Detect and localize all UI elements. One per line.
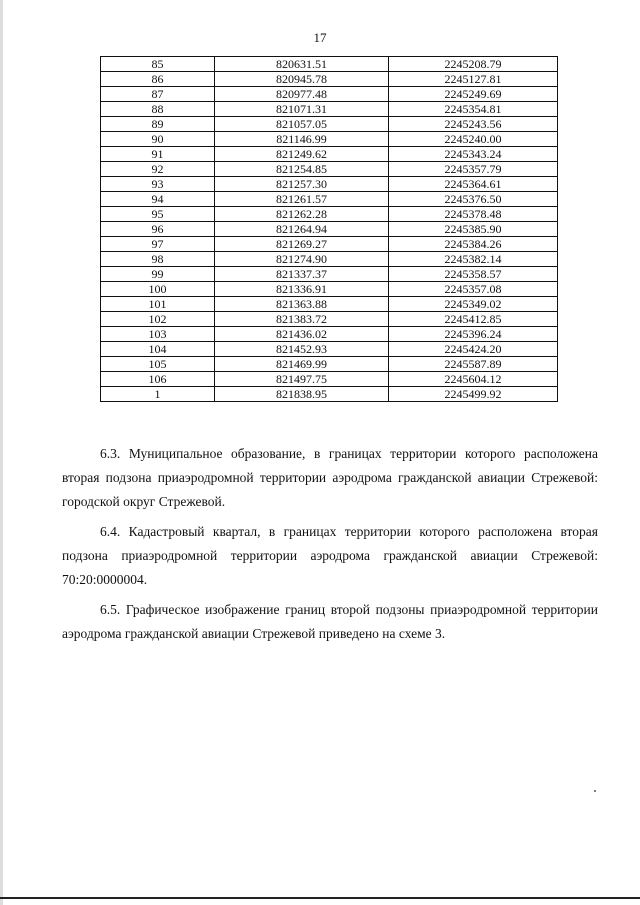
y-coordinate-cell: 2245424.20 (389, 342, 558, 357)
scan-edge-bottom (0, 897, 640, 899)
table-row (101, 342, 558, 357)
paragraph-6-5-text: 6.5. Графическое изображение границ второй подзоны приаэродромной территории аэродрома гражданской авиации Стрежевой приведено на схеме 3. (62, 602, 598, 641)
point-number-cell: 105 (101, 357, 215, 372)
y-coordinate-cell: 2245396.24 (389, 327, 558, 342)
point-number-cell: 97 (101, 237, 215, 252)
point-number-cell: 104 (101, 342, 215, 357)
x-coordinate-cell: 821264.94 (215, 222, 389, 237)
table-row (101, 282, 558, 297)
point-number-cell: 101 (101, 297, 215, 312)
coordinates-table-body (101, 57, 558, 402)
x-coordinate-cell: 821262.28 (215, 207, 389, 222)
y-coordinate-cell: 2245384.26 (389, 237, 558, 252)
paragraph-6-5 (62, 598, 598, 646)
y-coordinate-cell: 2245243.56 (389, 117, 558, 132)
x-coordinate-cell: 821261.57 (215, 192, 389, 207)
x-coordinate-cell: 821146.99 (215, 132, 389, 147)
x-coordinate-cell: 821469.99 (215, 357, 389, 372)
x-coordinate-cell: 821274.90 (215, 252, 389, 267)
x-coordinate-cell: 821249.62 (215, 147, 389, 162)
point-number-cell: 90 (101, 132, 215, 147)
y-coordinate-cell: 2245208.79 (389, 57, 558, 72)
point-number-cell: 102 (101, 312, 215, 327)
point-number-cell: 86 (101, 72, 215, 87)
point-number-cell: 95 (101, 207, 215, 222)
table-row (101, 57, 558, 72)
y-coordinate-cell: 2245358.57 (389, 267, 558, 282)
table-row (101, 237, 558, 252)
point-number-cell: 1 (101, 387, 215, 402)
point-number-cell: 89 (101, 117, 215, 132)
y-coordinate-cell: 2245249.69 (389, 87, 558, 102)
y-coordinate-cell: 2245587.89 (389, 357, 558, 372)
x-coordinate-cell: 821057.05 (215, 117, 389, 132)
point-number-cell: 94 (101, 192, 215, 207)
page-number: 17 (313, 30, 327, 45)
y-coordinate-cell: 2245499.92 (389, 387, 558, 402)
point-number-cell: 106 (101, 372, 215, 387)
y-coordinate-cell: 2245357.79 (389, 162, 558, 177)
x-coordinate-cell: 821363.88 (215, 297, 389, 312)
point-number-cell: 87 (101, 87, 215, 102)
table-row (101, 222, 558, 237)
table-row (101, 147, 558, 162)
y-coordinate-cell: 2245385.90 (389, 222, 558, 237)
table-row (101, 87, 558, 102)
y-coordinate-cell: 2245357.08 (389, 282, 558, 297)
y-coordinate-cell: 2245376.50 (389, 192, 558, 207)
y-coordinate-cell: 2245343.24 (389, 147, 558, 162)
x-coordinate-cell: 821254.85 (215, 162, 389, 177)
table-row (101, 72, 558, 87)
scan-edge-left (0, 0, 3, 905)
y-coordinate-cell: 2245382.14 (389, 252, 558, 267)
table-row (101, 207, 558, 222)
x-coordinate-cell: 821336.91 (215, 282, 389, 297)
coordinates-table (100, 56, 558, 402)
x-coordinate-cell: 821452.93 (215, 342, 389, 357)
scan-speck (594, 790, 596, 792)
y-coordinate-cell: 2245349.02 (389, 297, 558, 312)
point-number-cell: 91 (101, 147, 215, 162)
x-coordinate-cell: 821071.31 (215, 102, 389, 117)
y-coordinate-cell: 2245412.85 (389, 312, 558, 327)
point-number-cell: 92 (101, 162, 215, 177)
table-row (101, 102, 558, 117)
table-row (101, 312, 558, 327)
table-row (101, 117, 558, 132)
table-row (101, 192, 558, 207)
y-coordinate-cell: 2245378.48 (389, 207, 558, 222)
x-coordinate-cell: 821337.37 (215, 267, 389, 282)
point-number-cell: 103 (101, 327, 215, 342)
x-coordinate-cell: 821257.30 (215, 177, 389, 192)
x-coordinate-cell: 821436.02 (215, 327, 389, 342)
x-coordinate-cell: 821497.75 (215, 372, 389, 387)
table-row (101, 327, 558, 342)
point-number-cell: 93 (101, 177, 215, 192)
paragraph-6-3-text: 6.3. Муниципальное образование, в границах территории которого расположена вторая подзона приаэродромной территории аэродрома гражданской авиации Стрежевой: городской округ Стрежевой. (62, 446, 598, 509)
x-coordinate-cell: 821838.95 (215, 387, 389, 402)
y-coordinate-cell: 2245604.12 (389, 372, 558, 387)
point-number-cell: 96 (101, 222, 215, 237)
x-coordinate-cell: 820977.48 (215, 87, 389, 102)
point-number-cell: 100 (101, 282, 215, 297)
paragraph-6-4 (62, 520, 598, 592)
x-coordinate-cell: 820945.78 (215, 72, 389, 87)
point-number-cell: 85 (101, 57, 215, 72)
table-row (101, 132, 558, 147)
paragraph-6-4-text: 6.4. Кадастровый квартал, в границах территории которого расположена вторая подзона приаэродромной территории аэродрома гражданской авиации Стрежевой: 70:20:0000004. (62, 524, 598, 587)
y-coordinate-cell: 2245354.81 (389, 102, 558, 117)
table-row (101, 372, 558, 387)
paragraph-6-3 (62, 442, 598, 514)
x-coordinate-cell: 821383.72 (215, 312, 389, 327)
y-coordinate-cell: 2245240.00 (389, 132, 558, 147)
y-coordinate-cell: 2245127.81 (389, 72, 558, 87)
x-coordinate-cell: 820631.51 (215, 57, 389, 72)
point-number-cell: 99 (101, 267, 215, 282)
table-row (101, 267, 558, 282)
x-coordinate-cell: 821269.27 (215, 237, 389, 252)
y-coordinate-cell: 2245364.61 (389, 177, 558, 192)
table-row (101, 177, 558, 192)
table-row (101, 297, 558, 312)
table-row (101, 387, 558, 402)
table-row (101, 162, 558, 177)
point-number-cell: 98 (101, 252, 215, 267)
table-row (101, 357, 558, 372)
table-row (101, 252, 558, 267)
point-number-cell: 88 (101, 102, 215, 117)
